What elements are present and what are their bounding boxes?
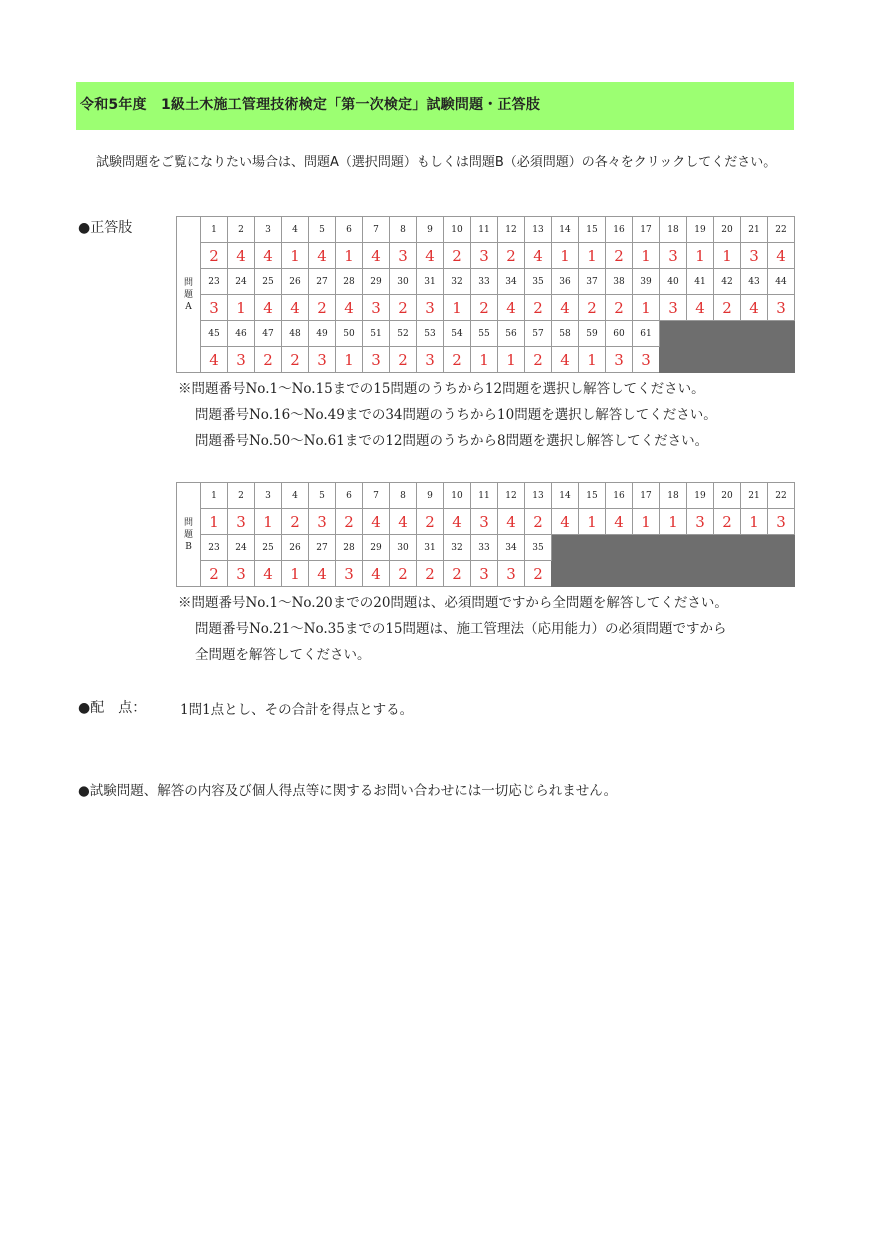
answer-cell: 3 [768,295,795,321]
answer-cell: 2 [336,509,363,535]
answer-cell: 3 [660,295,687,321]
question-number-cell: 20 [714,483,741,509]
answer-cell: 1 [579,347,606,373]
answer-cell: 1 [228,295,255,321]
answer-row [177,243,795,269]
question-number-cell: 2 [228,217,255,243]
question-number-cell: 3 [255,217,282,243]
scoring-label: ●配 点： [78,700,147,716]
answer-cell: 4 [255,561,282,587]
answer-cell: 3 [363,347,390,373]
question-number-cell: 26 [282,269,309,295]
question-number-cell: 14 [552,483,579,509]
question-number-cell: 12 [498,483,525,509]
question-number-row [177,535,795,561]
question-number-cell: 4 [282,483,309,509]
question-number-cell: 57 [525,321,552,347]
question-number-cell: 28 [336,535,363,561]
question-number-cell: 1 [201,483,228,509]
question-number-cell: 19 [687,483,714,509]
question-number-cell: 40 [660,269,687,295]
answer-cell: 2 [201,243,228,269]
question-number-cell: 5 [309,217,336,243]
answer-cell: 2 [714,509,741,535]
question-number-cell: 22 [768,217,795,243]
question-number-cell: 61 [633,321,660,347]
answer-cell: 4 [552,347,579,373]
question-number-cell: 26 [282,535,309,561]
answer-cell: 2 [579,295,606,321]
answer-cell: 1 [579,243,606,269]
question-number-cell: 14 [552,217,579,243]
question-number-cell: 32 [444,535,471,561]
answer-cell: 2 [417,509,444,535]
answer-cell: 3 [471,243,498,269]
note-b-2: 問題番号No.21〜No.35までの15問題は、施工管理法（応用能力）の必須問題ですから [195,621,727,637]
answer-cell: 4 [741,295,768,321]
question-number-cell: 2 [228,483,255,509]
answer-table-a [176,216,795,373]
question-number-cell: 31 [417,269,444,295]
answer-cell: 1 [201,509,228,535]
answer-cell: 3 [228,509,255,535]
empty-gray-block [660,321,795,373]
question-number-cell: 48 [282,321,309,347]
section-label-char: 題 [183,289,193,300]
question-number-cell: 5 [309,483,336,509]
question-number-cell: 30 [390,535,417,561]
question-number-cell: 19 [687,217,714,243]
question-number-cell: 3 [255,483,282,509]
notes-b [178,590,728,668]
answer-cell: 4 [228,243,255,269]
question-number-cell: 13 [525,217,552,243]
note-a-3: 問題番号No.50〜No.61までの12問題のうちから8問題を選択し解答してください。 [195,433,709,449]
answer-cell: 1 [444,295,471,321]
answer-cell: 1 [498,347,525,373]
answer-cell: 1 [552,243,579,269]
question-number-row [177,321,795,347]
question-number-cell: 58 [552,321,579,347]
question-number-cell: 34 [498,535,525,561]
question-number-cell: 8 [390,483,417,509]
answer-cell: 4 [606,509,633,535]
question-number-cell: 22 [768,483,795,509]
answer-cell: 4 [336,295,363,321]
question-number-cell: 16 [606,483,633,509]
question-number-cell: 11 [471,483,498,509]
answer-cell: 2 [444,347,471,373]
answer-cell: 2 [390,561,417,587]
answer-cell: 3 [228,561,255,587]
answer-cell: 3 [228,347,255,373]
question-number-cell: 9 [417,483,444,509]
answer-cell: 4 [363,243,390,269]
question-number-cell: 53 [417,321,444,347]
answer-cell: 3 [498,561,525,587]
answer-cell: 2 [525,295,552,321]
answer-cell: 1 [741,509,768,535]
question-number-cell: 6 [336,483,363,509]
answer-cell: 4 [417,243,444,269]
question-number-cell: 18 [660,483,687,509]
answer-cell: 2 [714,295,741,321]
intro-text: 試験問題をご覧になりたい場合は、問題A（選択問題）もしくは問題B（必須問題）の各々をクリックしてください。 [96,155,777,170]
answer-cell: 2 [309,295,336,321]
question-number-cell: 9 [417,217,444,243]
answer-cell: 3 [201,295,228,321]
answer-cell: 2 [282,347,309,373]
question-number-cell: 46 [228,321,255,347]
note-b-3: 全問題を解答してください。 [195,647,371,663]
answer-cell: 2 [525,347,552,373]
question-number-cell: 18 [660,217,687,243]
question-number-cell: 41 [687,269,714,295]
answer-cell: 1 [471,347,498,373]
question-number-cell: 16 [606,217,633,243]
question-number-cell: 6 [336,217,363,243]
answer-cell: 3 [336,561,363,587]
answer-cell: 1 [336,347,363,373]
answer-cell: 1 [579,509,606,535]
question-number-cell: 44 [768,269,795,295]
page-title: 令和5年度 1級土木施工管理技術検定「第一次検定」試験問題・正答肢 [76,82,794,130]
inquiry-text: ●試験問題、解答の内容及び個人得点等に関するお問い合わせには一切応じられません。 [78,783,618,799]
answer-cell: 1 [336,243,363,269]
scoring-text: 1問1点とし、その合計を得点とする。 [180,702,414,718]
answer-cell: 3 [606,347,633,373]
answer-cell: 3 [633,347,660,373]
note-a-1: ※問題番号No.1〜No.15までの15問題のうちから12問題を選択し解答してください。 [178,381,705,397]
section-label-char: 問 [183,517,193,528]
question-number-cell: 29 [363,269,390,295]
question-number-cell: 32 [444,269,471,295]
answer-cell: 2 [444,243,471,269]
answer-cell: 3 [471,561,498,587]
section-label [177,483,201,587]
question-number-row [177,269,795,295]
question-number-cell: 34 [498,269,525,295]
answer-cell: 2 [525,561,552,587]
question-number-cell: 17 [633,483,660,509]
section-label [177,217,201,373]
answer-cell: 3 [309,347,336,373]
question-number-cell: 27 [309,535,336,561]
question-number-cell: 23 [201,535,228,561]
answer-cell: 4 [309,243,336,269]
answers-heading: ●正答肢 [78,220,133,236]
question-number-cell: 24 [228,269,255,295]
question-number-row [177,217,795,243]
question-number-cell: 31 [417,535,444,561]
answer-cell: 4 [201,347,228,373]
answer-cell: 2 [498,243,525,269]
answer-cell: 4 [498,295,525,321]
question-number-cell: 47 [255,321,282,347]
question-number-cell: 45 [201,321,228,347]
answer-cell: 2 [471,295,498,321]
answer-cell: 2 [606,243,633,269]
answer-cell: 3 [417,347,444,373]
question-number-cell: 25 [255,269,282,295]
answer-cell: 2 [417,561,444,587]
answer-cell: 1 [633,295,660,321]
question-number-cell: 56 [498,321,525,347]
answer-cell: 1 [282,243,309,269]
answer-cell: 4 [768,243,795,269]
answer-cell: 4 [282,295,309,321]
section-label-char: B [185,541,192,552]
answer-cell: 3 [660,243,687,269]
question-number-cell: 12 [498,217,525,243]
question-number-cell: 49 [309,321,336,347]
question-number-cell: 27 [309,269,336,295]
answer-cell: 1 [633,243,660,269]
answer-cell: 4 [390,509,417,535]
question-number-cell: 38 [606,269,633,295]
question-number-cell: 39 [633,269,660,295]
question-number-cell: 7 [363,217,390,243]
question-number-cell: 15 [579,217,606,243]
answer-table-b [176,482,795,587]
answer-cell: 4 [687,295,714,321]
question-number-cell: 10 [444,217,471,243]
question-number-cell: 4 [282,217,309,243]
question-number-cell: 36 [552,269,579,295]
question-number-cell: 23 [201,269,228,295]
question-number-cell: 20 [714,217,741,243]
question-number-cell: 35 [525,269,552,295]
question-number-cell: 21 [741,483,768,509]
answer-cell: 2 [201,561,228,587]
question-number-cell: 17 [633,217,660,243]
question-number-cell: 24 [228,535,255,561]
answer-cell: 4 [255,243,282,269]
answer-cell: 4 [255,295,282,321]
notes-a [178,376,717,454]
question-number-cell: 35 [525,535,552,561]
answer-cell: 4 [363,561,390,587]
answer-cell: 3 [417,295,444,321]
question-number-cell: 43 [741,269,768,295]
question-number-cell: 33 [471,269,498,295]
question-number-cell: 13 [525,483,552,509]
question-number-cell: 60 [606,321,633,347]
answer-cell: 2 [255,347,282,373]
answer-row [177,509,795,535]
question-number-cell: 1 [201,217,228,243]
question-number-cell: 54 [444,321,471,347]
answer-cell: 3 [741,243,768,269]
question-number-cell: 33 [471,535,498,561]
answer-cell: 1 [714,243,741,269]
empty-gray-block [552,535,795,587]
question-number-cell: 29 [363,535,390,561]
answer-cell: 2 [390,295,417,321]
question-number-cell: 59 [579,321,606,347]
answer-cell: 2 [606,295,633,321]
question-number-cell: 52 [390,321,417,347]
answer-cell: 3 [309,509,336,535]
question-number-cell: 55 [471,321,498,347]
question-number-cell: 11 [471,217,498,243]
question-number-cell: 25 [255,535,282,561]
question-number-cell: 42 [714,269,741,295]
question-number-cell: 51 [363,321,390,347]
question-number-row [177,483,795,509]
note-a-2: 問題番号No.16〜No.49までの34問題のうちから10問題を選択し解答してください。 [195,407,717,423]
section-label-char: 問 [183,277,193,288]
answer-cell: 4 [498,509,525,535]
question-number-cell: 30 [390,269,417,295]
answer-cell: 4 [552,295,579,321]
answer-cell: 1 [633,509,660,535]
answer-cell: 1 [282,561,309,587]
section-label-char: A [185,301,192,312]
answer-cell: 4 [444,509,471,535]
answer-cell: 3 [768,509,795,535]
question-number-cell: 21 [741,217,768,243]
answer-cell: 2 [525,509,552,535]
answer-cell: 3 [390,243,417,269]
answer-cell: 1 [687,243,714,269]
answer-cell: 4 [363,509,390,535]
question-number-cell: 8 [390,217,417,243]
answer-cell: 3 [363,295,390,321]
answer-cell: 2 [390,347,417,373]
answer-cell: 4 [552,509,579,535]
question-number-cell: 7 [363,483,390,509]
answer-cell: 1 [255,509,282,535]
answer-cell: 1 [660,509,687,535]
answer-cell: 2 [282,509,309,535]
question-number-cell: 37 [579,269,606,295]
answer-row [177,295,795,321]
question-number-cell: 28 [336,269,363,295]
question-number-cell: 15 [579,483,606,509]
answer-cell: 3 [471,509,498,535]
answer-cell: 4 [309,561,336,587]
answer-cell: 4 [525,243,552,269]
note-b-1: ※問題番号No.1〜No.20までの20問題は、必須問題ですから全問題を解答してください。 [178,595,728,611]
question-number-cell: 10 [444,483,471,509]
answer-cell: 3 [687,509,714,535]
question-number-cell: 50 [336,321,363,347]
section-label-char: 題 [183,529,193,540]
answer-cell: 2 [444,561,471,587]
